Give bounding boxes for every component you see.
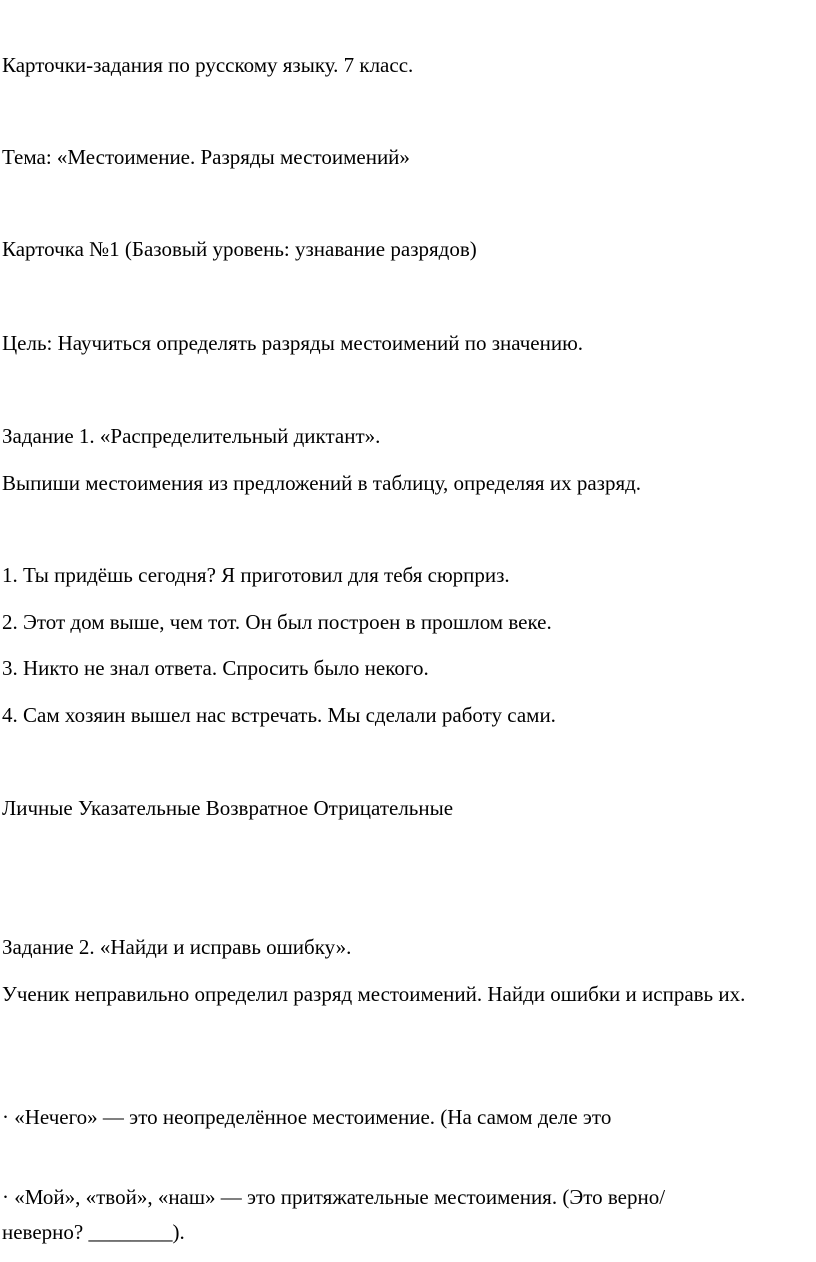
- task2-item-2: · «Мой», «твой», «наш» — это притяжательные местоимения. (Это верно/неверно? ________).: [2, 1185, 666, 1244]
- card-heading: Карточка №1 (Базовый уровень: узнавание разрядов): [2, 237, 477, 261]
- goal-line: Цель: Научиться определять разряды местоимений по значению.: [2, 331, 584, 355]
- topic-line: Тема: «Местоимение. Разряды местоимений»: [2, 145, 410, 169]
- task2-instruction: Ученик неправильно определил разряд местоимений. Найди ошибки и исправь их.: [2, 982, 746, 1006]
- task1-instruction: Выпиши местоимения из предложений в таблицу, определяя их разряд.: [2, 471, 642, 495]
- task1-heading: Задание 1. «Распределительный диктант».: [2, 424, 381, 448]
- sentence-2: 2. Этот дом выше, чем тот. Он был построен в прошлом веке.: [2, 610, 552, 634]
- sentence-3: 3. Никто не знал ответа. Спросить было некого.: [2, 656, 429, 680]
- table-header-row: Личные Указательные Возвратное Отрицательные: [2, 796, 454, 820]
- sentence-1: 1. Ты придёшь сегодня? Я приготовил для тебя сюрприз.: [2, 563, 510, 587]
- task2-heading: Задание 2. «Найди и исправь ошибку».: [2, 935, 352, 959]
- task2-item-1: · «Нечего» — это неопределённое местоимение. (На самом деле это: [2, 1105, 612, 1129]
- sentence-4: 4. Сам хозяин вышел нас встречать. Мы сделали работу сами.: [2, 703, 556, 727]
- document-title: Карточки-задания по русскому языку. 7 класс.: [2, 53, 414, 77]
